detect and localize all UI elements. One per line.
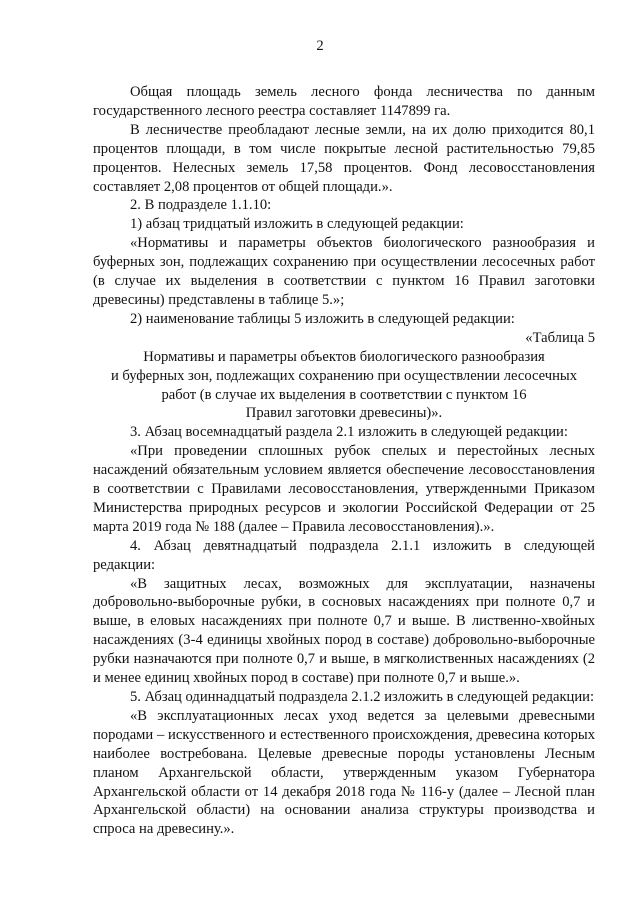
paragraph-quote-clearcut: «При проведении сплошных рубок спелых и перестойных лесных насаждений обязательным условием является обеспечение лесовосстановления в соответствии с Правилами лесовосстановления, утвержденными Приказом Министерства природных ресурсов и экологии Российской Федерации от 25 марта 2019 года № 188 (далее – Правила лесовосстановления).». bbox=[93, 443, 595, 535]
table-title bbox=[93, 348, 595, 424]
paragraph-item-4: 4. Абзац девятнадцатый подраздела 2.1.1 изложить в следующей редакции: bbox=[93, 537, 595, 573]
paragraph-item-2: 2. В подразделе 1.1.10: bbox=[130, 197, 272, 214]
table-title-line: работ (в случае их выделения в соответствии с пунктом 16 bbox=[161, 386, 527, 403]
paragraph-item-5: 5. Абзац одиннадцатый подраздела 2.1.2 изложить в следующей редакции: bbox=[130, 689, 595, 705]
paragraph-quote-exploitation: «В эксплуатационных лесах уход ведется за целевыми древесными породами – искусственного и естественного происхождения, древесина которых наиболее востребована. Целевые древесные породы установлены Лесным планом Архангельской области, утвержденным указом Губернатора Архангельской области от 14 декабря 2018 года № 116-у (далее – Лесной план Архангельской области) на основании анализа структуры производства и спроса на древесину.». bbox=[93, 707, 595, 838]
table-title-line: Правил заготовки древесины)». bbox=[245, 405, 443, 422]
document-body bbox=[93, 83, 595, 839]
paragraph-item-2-2: 2) наименование таблицы 5 изложить в следующей редакции: bbox=[130, 310, 515, 327]
table-title-line: Нормативы и параметры объектов биологического разнообразия bbox=[143, 348, 545, 365]
paragraph-quote-protective: «В защитных лесах, возможных для эксплуатации, назначены добровольно-выборочные рубки, в сосновых насаждениях при полноте 0,7 и выше, в еловых насаждениях при полноте 0,7 и выше. В лиственно-хвойных насаждениях (3-4 единицы хвойных пород в составе) добровольно-выборочные рубки назначаются при полноте 0,7 и выше, в мягколиственных насаждениях (2 и менее единиц хвойных пород в составе) при полноте 0,7 и выше.». bbox=[93, 575, 595, 687]
paragraph-land-share: В лесничестве преобладают лесные земли, на их долю приходится 80,1 процентов площади, в том числе покрытые лесной растительностью 79,85 процентов. Нелесных земель 17,58 процентов. Фонд лесовосстановления составляет 2,08 процентов от общей площади.». bbox=[93, 121, 595, 195]
paragraph-item-2-1: 1) абзац тридцатый изложить в следующей редакции: bbox=[130, 216, 464, 233]
page-number: 2 bbox=[316, 38, 324, 54]
table-label: «Таблица 5 bbox=[525, 329, 595, 346]
paragraph-item-3: 3. Абзац восемнадцатый раздела 2.1 изложить в следующей редакции: bbox=[130, 424, 568, 441]
table-title-line: и буферных зон, подлежащих сохранению при осуществлении лесосечных bbox=[110, 367, 578, 384]
paragraph-quote-norms: «Нормативы и параметры объектов биологического разнообразия и буферных зон, подлежащих сохранению при осуществлении лесосечных работ (в случае их выделения в соответствии с пунктом 16 Правил заготовки древесины) представлены в таблице 5.»; bbox=[93, 235, 595, 308]
paragraph-forest-area: Общая площадь земель лесного фонда лесничества по данным государственного лесного реестра составляет 1147899 га. bbox=[93, 84, 595, 119]
